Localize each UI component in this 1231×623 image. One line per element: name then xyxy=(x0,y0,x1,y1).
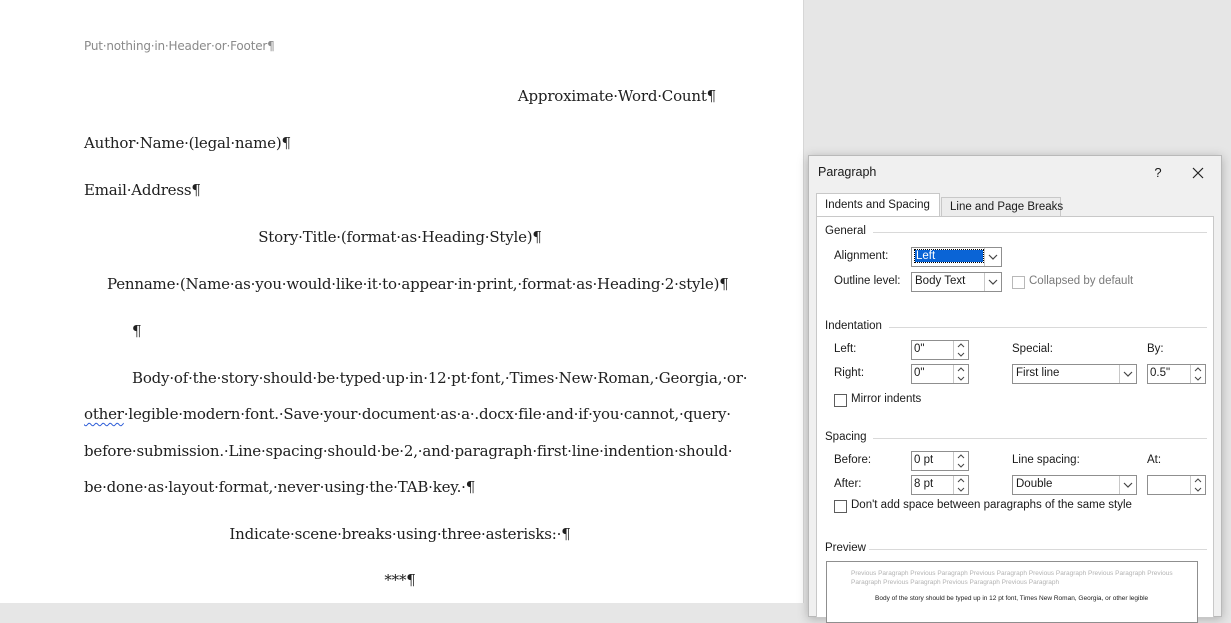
before-value: 0 pt xyxy=(914,454,934,466)
after-label: After: xyxy=(834,478,862,490)
by-value: 0.5" xyxy=(1150,367,1171,379)
body-line-4: be·done·as·layout·format,·never·using·the·TAB·key.·¶ xyxy=(84,478,476,496)
body-line-1: Body·of·the·story·should·be·typed·up·in·12·pt·font,·Times·New·Roman,·Georgia,·or· xyxy=(132,369,748,387)
alignment-label: Alignment: xyxy=(834,250,889,262)
spin-down-icon[interactable] xyxy=(954,374,968,383)
spin-down-icon[interactable] xyxy=(954,461,968,470)
spin-up-icon[interactable] xyxy=(1191,365,1205,374)
after-value: 8 pt xyxy=(914,478,934,490)
header-note: Put·nothing·in·Header·or·Footer¶ xyxy=(84,39,275,53)
after-input[interactable] xyxy=(911,475,969,495)
preview-heading: Preview xyxy=(825,542,866,554)
by-input[interactable] xyxy=(1147,364,1206,384)
spin-up-icon[interactable] xyxy=(954,341,968,350)
mirror-indents-checkbox[interactable] xyxy=(834,394,847,407)
left-indent-label: Left: xyxy=(834,343,857,355)
outline-level-dropdown[interactable] xyxy=(911,272,1002,292)
mirror-indents-label: Mirror indents xyxy=(851,393,922,405)
spin-up-icon[interactable] xyxy=(1191,476,1205,485)
email-line: Email·Address¶ xyxy=(84,181,201,199)
right-indent-value: 0" xyxy=(914,367,925,379)
tab-line-and-page-breaks[interactable]: Line and Page Breaks xyxy=(941,197,1061,217)
spin-up-icon[interactable] xyxy=(954,365,968,374)
general-heading: General xyxy=(825,225,866,237)
spacing-divider xyxy=(873,438,1207,439)
chevron-down-icon xyxy=(984,273,1001,291)
preview-previous-line-2: Paragraph Previous Paragraph Previous Paragraph Previous Paragraph xyxy=(851,579,1060,586)
chevron-down-icon xyxy=(984,248,1001,266)
body-line-3: before·submission.·Line·spacing·should·be·2,·and·paragraph·first·line·indention·should· xyxy=(84,442,733,460)
special-dropdown[interactable] xyxy=(1012,364,1137,384)
spin-down-icon[interactable] xyxy=(1191,485,1205,494)
line-spacing-value: Double xyxy=(1016,478,1053,490)
collapsed-label: Collapsed by default xyxy=(1029,275,1134,287)
special-value: First line xyxy=(1016,367,1060,379)
left-indent-value: 0" xyxy=(914,343,925,355)
indents-spacing-panel xyxy=(816,216,1214,618)
spelling-flag[interactable]: other xyxy=(84,405,124,423)
spin-up-icon[interactable] xyxy=(954,452,968,461)
body-line-2 xyxy=(84,405,731,423)
tab-indents-and-spacing[interactable]: Indents and Spacing xyxy=(816,193,940,218)
alignment-value: Left xyxy=(915,250,983,262)
paragraph-dialog xyxy=(808,155,1222,617)
before-input[interactable] xyxy=(911,451,969,471)
body-line-2-text: ·legible·modern·font.·Save·your·document·as·a·.docx·file·and·if·you·cannot,·query· xyxy=(123,405,731,423)
line-spacing-label: Line spacing: xyxy=(1012,454,1080,466)
empty-paragraph: ¶ xyxy=(132,322,142,340)
chevron-down-icon xyxy=(1119,476,1136,494)
preview-divider xyxy=(869,549,1207,550)
special-label: Special: xyxy=(1012,343,1053,355)
at-input[interactable] xyxy=(1147,475,1206,495)
outline-level-value: Body Text xyxy=(915,275,966,287)
preview-box xyxy=(826,561,1198,623)
asterisks-line: ***¶ xyxy=(384,571,416,589)
at-label: At: xyxy=(1147,454,1162,466)
indentation-heading: Indentation xyxy=(825,320,882,332)
preview-previous-line-1: Previous Paragraph Previous Paragraph Previous Paragraph Previous Paragraph Previous Paragraph Previous xyxy=(851,570,1173,577)
close-icon xyxy=(1186,161,1210,185)
scene-break-line: Indicate·scene·breaks·using·three·asterisks:·¶ xyxy=(229,525,571,543)
before-label: Before: xyxy=(834,454,872,466)
close-button[interactable] xyxy=(1186,161,1210,185)
general-divider xyxy=(873,232,1207,233)
right-indent-label: Right: xyxy=(834,367,865,379)
chevron-down-icon xyxy=(1119,365,1136,383)
spin-down-icon[interactable] xyxy=(954,485,968,494)
help-button[interactable]: ? xyxy=(1154,165,1162,180)
story-title-line: Story·Title·(format·as·Heading·Style)¶ xyxy=(258,228,542,246)
penname-line: Penname·(Name·as·you·would·like·it·to·appear·in·print,·format·as·Heading·2·style)¶ xyxy=(107,275,729,293)
right-indent-input[interactable] xyxy=(911,364,969,384)
left-indent-input[interactable] xyxy=(911,340,969,360)
line-spacing-dropdown[interactable] xyxy=(1012,475,1137,495)
spin-up-icon[interactable] xyxy=(954,476,968,485)
dialog-title: Paragraph xyxy=(818,165,877,179)
preview-sample-line: Body of the story should be typed up in 12 pt font, Times New Roman, Georgia, or other legible xyxy=(875,595,1149,602)
outline-level-label: Outline level: xyxy=(834,275,901,287)
spacing-heading: Spacing xyxy=(825,431,867,443)
dont-add-space-label: Don't add space between paragraphs of the same style xyxy=(851,499,1132,511)
author-line: Author·Name·(legal·name)¶ xyxy=(84,134,291,152)
spin-down-icon[interactable] xyxy=(1191,374,1205,383)
indentation-divider xyxy=(889,327,1207,328)
collapsed-checkbox[interactable] xyxy=(1012,276,1025,289)
word-count-line: Approximate·Word·Count¶ xyxy=(517,87,716,105)
alignment-dropdown[interactable] xyxy=(911,247,1002,267)
by-label: By: xyxy=(1147,343,1164,355)
spin-down-icon[interactable] xyxy=(954,350,968,359)
dont-add-space-checkbox[interactable] xyxy=(834,500,847,513)
